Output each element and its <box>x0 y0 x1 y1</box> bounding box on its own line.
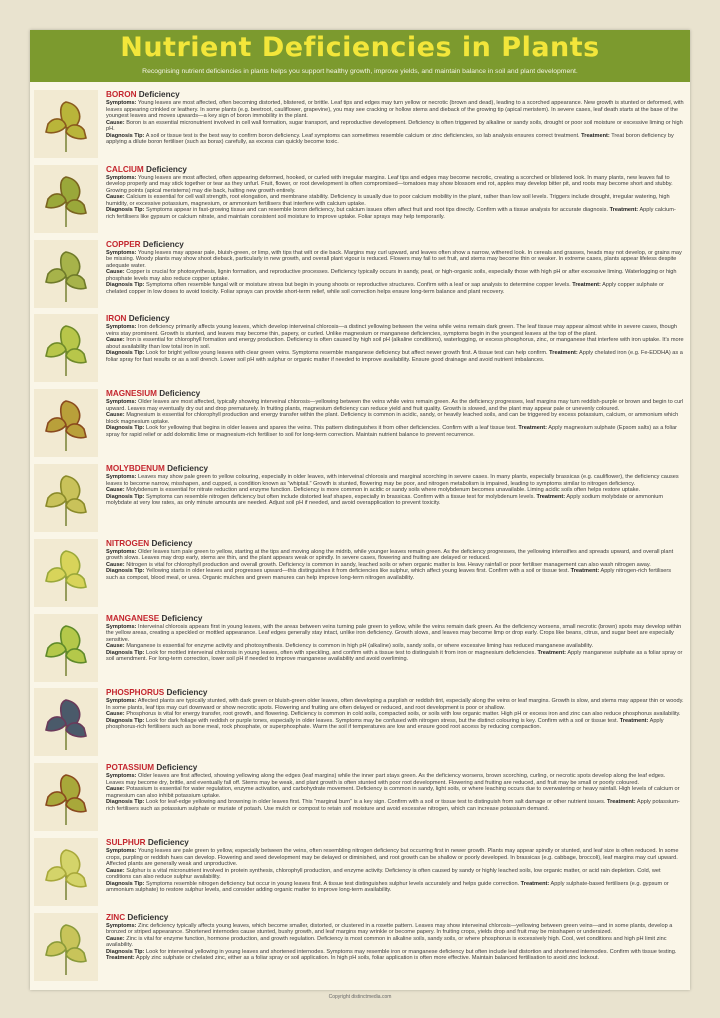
leaf-illustration <box>34 763 98 831</box>
cause-text: Nitrogen is vital for chlorophyll production and overall growth. Deficiency is common in sandy, leached soils or when organic matter is low. Heavy rainfall or poor fertiliser management can also wash nitrogen away. <box>126 561 651 568</box>
section-title <box>106 614 684 624</box>
diagnosis-label: Diagnosis Tip: <box>106 425 145 432</box>
title-banner <box>30 30 690 82</box>
symptoms <box>106 399 684 412</box>
deficiency-text <box>106 763 684 837</box>
section-title <box>106 314 684 324</box>
diagnosis-text: Look for dark foliage with reddish or purple tones, especially in older leaves. Symptoms may be confused with nitrogen stress, but the distinct colouring is key. Confirm with a soil or tissue test. <box>146 717 619 724</box>
symptoms-label: Symptoms: <box>106 399 137 406</box>
diagnosis-label: Diagnosis Tip: <box>106 207 145 214</box>
leaf-icon <box>38 618 94 678</box>
symptoms-text: Affected plants are typically stunted, with dark green or bluish-green older leaves, often developing a purplish or reddish tint, especially along the veins or leaf margins. Growth is slow, and stems may appear thin or woody. In some plants, leaf tips may curl downward or show necrotic spots. Flowering and fruiting are often delayed or reduced, and root development is poor or shallow. <box>106 698 684 711</box>
diagnosis-label: Diagnosis Tip: <box>106 880 145 887</box>
treatment-label: Treatment: <box>549 350 578 357</box>
deficiency-word: Deficiency <box>161 613 203 623</box>
section-title <box>106 389 684 399</box>
cause-text: Magnesium is essential for chlorophyll production and energy transfer within the plant. Deficiency is common in acidic, sandy, or heavily leached soils, and can be triggered by excess potassium, calcium, or ammonium which block magnesium uptake. <box>106 412 679 425</box>
cause-label: Cause: <box>106 561 125 568</box>
leaf-illustration <box>34 314 98 382</box>
diagnosis-treatment <box>106 949 684 962</box>
leaf-illustration <box>34 389 98 457</box>
symptoms-label: Symptoms: <box>106 324 137 331</box>
cause-text: Molybdenum is essential for nitrate reduction and enzyme function. Deficiency is more common in acidic or sandy soils where molybdenum becomes unavailable. Liming acidic soils often helps restore uptake. <box>126 487 641 493</box>
symptoms-label: Symptoms: <box>106 249 137 256</box>
symptoms-text: Young leaves may appear pale, bluish-green, or limp, with tips that wilt or die back. Margins may curl upward, and leaves often show a narrow, withered look. In cereals and grasses, heads may not develop, or grains may be missing. Woody plants may show shoot dieback, particularly in new growth, and overall plant vigour is reduced. Flowers may fail to set fruit, and stems may become thin or weaker. In extreme cases, plants appear lifeless despite adequate water. <box>106 249 682 269</box>
leaf-illustration <box>34 90 98 158</box>
leaf-icon <box>38 318 94 378</box>
diagnosis-treatment <box>106 718 684 731</box>
diagnosis-text: Yellowing starts in older leaves and progresses upward—this distinguishes it from deficiencies like sulphur, which affect young leaves first. Confirm with a soil or tissue test. <box>145 568 570 575</box>
deficiency-text <box>106 389 684 463</box>
leaf-illustration <box>34 165 98 233</box>
treatment-label: Treatment: <box>106 955 135 962</box>
cause-label: Cause: <box>106 487 125 493</box>
diagnosis-treatment <box>106 133 684 146</box>
symptoms <box>106 100 684 120</box>
leaf-illustration <box>34 913 98 981</box>
diagnosis-text: Symptoms often resemble fungal wilt or moisture stress but begin in young shoots or reproductive structures. Confirm with a leaf or sap analysis to determine copper levels. <box>146 282 571 289</box>
symptoms <box>106 923 684 936</box>
symptoms-text: Older leaves turn pale green to yellow, starting at the tips and moving along the midrib, while younger leaves remain green. As the deficiency progresses, the yellowing intensifies and spreads upward, and overall plant growth slows. Leaves may drop early, stems are thin, and the plant appears weak or spindly. In severe cases, flowering and fruiting are delayed or reduced. <box>106 548 674 562</box>
leaf-icon <box>38 842 94 902</box>
cause-text: Sulphur is a vital micronutrient involved in protein synthesis, chlorophyll production, and enzyme activity. Deficiency is often caused by sandy or highly leached soils, low organic matter, or acid rain depletion. Cold, wet conditions can also reduce sulphur availability. <box>106 867 661 880</box>
symptoms-label: Symptoms: <box>106 922 137 929</box>
diagnosis-text: Look for yellowing that begins in older leaves and spares the veins. This pattern distinguishes it from other deficiencies. Confirm with a leaf tissue test. <box>146 425 517 432</box>
treatment-label: Treatment: <box>536 493 566 500</box>
page-title: Nutrient Deficiencies in Plants <box>120 32 600 63</box>
treatment-text: Apply sulphate-based fertilisers (e.g. gypsum or ammonium sulphate) to restore sulphur levels, and consider adding organic matter to improve long-term availability. <box>106 880 669 893</box>
deficiency-text <box>106 90 684 164</box>
deficiency-text <box>106 688 684 762</box>
cause <box>106 194 684 207</box>
cause-label: Cause: <box>106 643 125 650</box>
element-name: MAGNESIUM <box>106 389 157 399</box>
treatment-label: Treatment: <box>518 425 548 432</box>
symptoms <box>106 474 684 487</box>
leaf-icon <box>38 767 94 827</box>
diagnosis-label: Diagnosis Tip: <box>106 649 145 656</box>
treatment-text: Apply zinc sulphate or chelated zinc, either as a foliar spray or soil application. In high pH soils, foliar application is often more effective. Maintain balanced fertilisation to avoid zinc lockout. <box>135 955 600 962</box>
cause <box>106 786 684 799</box>
treatment-text: Apply chelated iron (e.g. Fe-EDDHA) as a foliar spray for fast results or as a soil drench. Lower soil pH with sulphur or organic matter if needed to improve availability. Ensure good drainage and avoid nutrient imbalances. <box>106 350 683 363</box>
cause-label: Cause: <box>106 194 125 201</box>
leaf-icon <box>38 468 94 528</box>
element-name: PHOSPHORUS <box>106 688 165 698</box>
deficiency-text <box>106 165 684 239</box>
element-name: MANGANESE <box>106 613 160 623</box>
symptoms-text: Older leaves are most affected, typically showing interveinal chlorosis—yellowing between the veins while veins remain green. As the deficiency progresses, leaf margins may turn reddish-purple or brown and begin to curl upward. Leaves may eventually dry out and drop prematurely. In fruiting plants, magnesium deficiency can reduce yield and fruit quality. Growth is slowed, and the plant may appear pale or unevenly coloured. <box>106 399 684 412</box>
symptoms <box>106 698 684 711</box>
symptoms-label: Symptoms: <box>106 100 137 106</box>
cause-text: Iron is essential for chlorophyll formation and energy production. Deficiency is often caused by high soil pH (alkaline conditions), waterlogging, or excess phosphorus, zinc, or manganese that interfere with iron uptake. It’s more about availability than low total iron in soil. <box>106 337 684 350</box>
leaf-illustration <box>34 614 98 682</box>
symptoms <box>106 549 684 562</box>
symptoms-text: Older leaves are first affected, showing yellowing along the edges (leaf margins) while the inner part stays green. As the deficiency worsens, brown scorching, curling, or necrotic spots develop along the leaf edges. Leaves may become dry, brittle, and eventually fall off. Stems may be weak, and plant growth is often stunted with poor root development. Flowering and fruiting are reduced, and fruit may be small or poorly coloured. <box>106 773 666 786</box>
deficiency-word: Deficiency <box>142 239 184 249</box>
cause-text: Potassium is essential for water regulation, enzyme activation, and carbohydrate movement. Deficiency is common in sandy, light soils, or where leaching occurs due to overwatering or heavy rainfall. High levels of calcium or magnesium can also inhibit potassium uptake. <box>106 786 680 799</box>
leaf-icon <box>38 393 94 453</box>
symptoms-label: Symptoms: <box>106 548 137 555</box>
element-name: MOLYBDENUM <box>106 464 165 473</box>
diagnosis-treatment <box>106 799 684 812</box>
diagnosis-text: A soil or tissue test is the best way to confirm boron deficiency. Leaf symptoms can sometimes resemble calcium or zinc deficiencies, so lab analysis ensures correct treatment. <box>145 132 580 139</box>
section-title <box>106 913 684 923</box>
symptoms-text: Young leaves are pale green to yellow, especially between the veins, often resembling nitrogen deficiency but occurring first in newer growth. Plants may appear spindly or stunted, and leaf size is often reduced. In some crops, purpling or reddish hues can develop. Flowering and seed development may be delayed or diminished, and root growth can be shallow or poorly developed. In brassicas (e.g. cabbage, broccoli), leaf margins may curl upward. Affected plants are generally weak and unproductive. <box>106 848 679 867</box>
diagnosis-treatment <box>106 881 684 894</box>
element-name: IRON <box>106 314 127 324</box>
page-subtitle: Recognising nutrient deficiencies in plants helps you support healthy growth, improve yields, and maintain balance in soil and plant development. <box>142 68 578 75</box>
symptoms <box>106 773 684 786</box>
diagnosis-treatment <box>106 494 684 507</box>
cause-text: Calcium is essential for cell wall strength, root elongation, and membrane stability. Deficiency is usually due to poor calcium mobility in the plant, rather than low soil levels. Triggers include drought, irregular watering, high humidity, or excessive potassium, magnesium, or ammonium fertilisers that interfere with calcium uptake. <box>106 194 670 207</box>
treatment-text: Apply calcium-rich fertilisers like gypsum or calcium nitrate, and maintain consistent soil moisture to improve uptake. Foliar sprays may help temporarily. <box>106 207 676 220</box>
diagnosis-label: Diagnosis Tip: <box>106 948 145 955</box>
treatment-text: Apply manganese sulphate as a foliar spray or soil amendment. For long-term correction, lower soil pH if needed to improve manganese availability and avoid overliming. <box>106 649 683 663</box>
cause-text: Copper is crucial for photosynthesis, lignin formation, and reproductive processes. Deficiency typically occurs in sandy, peat, or high-organic soils, especially those with high pH or after excessive liming. Waterlogging or high phosphate levels may also reduce copper uptake. <box>106 269 677 282</box>
diagnosis-label: Diagnosis Tip: <box>106 282 145 289</box>
section-title <box>106 838 684 848</box>
diagnosis-text: Look for interveinal yellowing in young leaves and shortened internodes. Symptoms may resemble iron or manganese deficiency but often include leaf distortion and shortened internodes. Confirm with tissue testing. <box>146 948 677 955</box>
copyright-notice: Copyright distinctmedia.com <box>328 994 392 1000</box>
deficiency-word: Deficiency <box>146 164 187 174</box>
diagnosis-text: Look for bright yellow young leaves with clear green veins. Symptoms resemble manganese deficiency but affect newer growth first. A tissue test can help confirm. <box>146 350 548 357</box>
cause-label: Cause: <box>106 711 125 718</box>
section-title <box>106 165 684 175</box>
deficiency-word: Deficiency <box>166 688 208 698</box>
element-name: COPPER <box>106 239 141 249</box>
diagnosis-text: Look for mottled interveinal chlorosis in young leaves, often with speckling, and confirm with a tissue test to distinguish it from iron or magnesium deficiencies. <box>146 649 536 656</box>
deficiency-word: Deficiency <box>159 389 201 399</box>
cause-label: Cause: <box>106 867 125 874</box>
diagnosis-text: Symptoms appear in fast-growing tissue and can resemble boron deficiency, but calcium issues often affect fruit and root tips directly. Confirm with a tissue analysis for accurate diagnosis. <box>146 207 609 214</box>
symptoms-text: Leaves may show pale green to yellow colouring, especially in older leaves, with interveinal chlorosis and marginal scorching in severe cases. In many plants, especially brassicas (e.g. cauliflower), the deficiency causes leaves to become narrow, misshapen, and cupped, a condition known as “whiptail.” Growth is stunted, flowering may be poor, and nitrogen metabolism is impaired, leading to symptoms similar to nitrogen deficiency. <box>106 474 679 487</box>
symptoms-text: Zinc deficiency typically affects young leaves, which become smaller, distorted, or clustered in a rosette pattern. Leaves may show interveinal chlorosis—yellowing between green veins—and in some plants, develop a bronzed or striped appearance. Shortened internodes cause stunted, bushy growth, and leaf margins may wrinkle or become papery. In fruiting crops, yields drop and fruit may be misshapen or undersized. <box>106 922 673 936</box>
treatment-label: Treatment: <box>570 568 600 575</box>
deficiency-text <box>106 464 684 538</box>
section-title <box>106 539 684 549</box>
treatment-text: Apply sodium molybdate or ammonium molybdate at very low rates, as only minute amounts are needed. Adjust soil pH if needed, and avoid overapplication to prevent toxicity. <box>106 493 664 506</box>
diagnosis-treatment <box>106 425 684 438</box>
deficiency-word: Deficiency <box>151 538 193 548</box>
diagnosis-treatment <box>106 282 684 295</box>
diagnosis-treatment <box>106 568 684 581</box>
section-title <box>106 688 684 698</box>
diagnosis-label: Diagnosis Tip: <box>106 350 145 357</box>
leaf-illustration <box>34 688 98 756</box>
cause-text: Manganese is essential for enzyme activity and photosynthesis. Deficiency is common in high pH (alkaline) soils, sandy soils, or where excessive liming has reduced manganese availability. <box>126 643 594 650</box>
treatment-label: Treatment: <box>619 717 649 724</box>
diagnosis-text: Symptoms resemble nitrogen deficiency but occur in young leaves first. A tissue test distinguishes sulphur levels accurately and helps guide correction. <box>146 880 520 887</box>
cause <box>106 120 684 133</box>
treatment-label: Treatment: <box>520 880 550 887</box>
element-name: SULPHUR <box>106 838 146 847</box>
treatment-label: Treatment: <box>537 649 567 656</box>
cause-label: Cause: <box>106 269 125 276</box>
treatment-label: Treatment: <box>609 207 639 214</box>
leaf-illustration <box>34 838 98 906</box>
cause-text: Zinc is vital for enzyme function, hormone production, and growth regulation. Deficiency is most common in alkaline soils, sandy soils, or where phosphorus is excessively high. Cool, wet conditions and high pH limit zinc availability. <box>106 935 667 949</box>
leaf-icon <box>38 692 94 752</box>
symptoms <box>106 250 684 270</box>
treatment-label: Treatment: <box>572 282 601 289</box>
symptoms-label: Symptoms: <box>106 848 137 854</box>
treatment-text: Apply nitrogen-rich fertilisers such as compost, blood meal, or urea. Organic mulches and green manures can help improve long-term nitrogen availability. <box>106 568 672 581</box>
cause <box>106 269 684 282</box>
deficiency-word: Deficiency <box>128 314 170 324</box>
symptoms-label: Symptoms: <box>106 773 137 780</box>
cause-label: Cause: <box>106 119 125 126</box>
section-title <box>106 763 684 773</box>
deficiency-text <box>106 913 684 987</box>
diagnosis-label: Diagnosis Tip: <box>106 568 145 575</box>
diagnosis-label: Diagnosis Tip: <box>106 799 145 806</box>
cause-label: Cause: <box>106 337 125 344</box>
diagnosis-text: Symptoms can resemble nitrogen deficiency but often include distorted leaf shapes, especially in brassicas. Confirm with a tissue test for molybdenum levels. <box>146 493 535 500</box>
leaf-icon <box>38 169 94 229</box>
section-title <box>106 464 684 474</box>
cause <box>106 936 684 949</box>
symptoms <box>106 175 684 195</box>
deficiency-word: Deficiency <box>156 763 198 773</box>
cause-text: Phosphorus is vital for energy transfer, root growth, and flowering. Deficiency is common in cold soils, compacted soils, or soils with low organic matter. High pH or excess iron and zinc can also reduce phosphorus availability. <box>126 711 681 718</box>
treatment-label: Treatment: <box>607 799 636 806</box>
deficiency-text <box>106 614 684 688</box>
symptoms-label: Symptoms: <box>106 698 137 705</box>
element-name: BORON <box>106 90 137 99</box>
treatment-label: Treatment: <box>581 132 610 139</box>
treatment-text: Apply potassium-rich fertilisers such as potassium sulphate or muriate of potash. Use mulch or compost to retain soil moisture and avoid excessive nitrogen, which can increase potassium demand. <box>106 799 680 812</box>
deficiency-text <box>106 838 684 912</box>
symptoms-text: Interveinal chlorosis appears first in young leaves, with the areas between veins turning pale green to yellow, while the veins remain dark green. As the deficiency worsens, small necrotic (brown) spots may develop within the yellow areas, creating a speckled or mottled appearance. Leaf edges generally stay intact, unlike iron deficiency. Growth slows, and leaves may become limp or drop early. Crops like beans, citrus, and sugar beet are especially sensitive. <box>106 623 682 643</box>
cause-label: Cause: <box>106 412 125 419</box>
symptoms <box>106 848 684 868</box>
element-name: ZINC <box>106 912 126 922</box>
section-title <box>106 240 684 250</box>
leaf-icon <box>38 244 94 304</box>
treatment-text: Apply phosphorus-rich fertilisers such as bone meal, rock phosphate, or superphosphate. Warm the soil if temperatures are low and ensure good root access by reducing compaction. <box>106 717 664 731</box>
symptoms <box>106 324 684 337</box>
treatment-text: Apply copper sulphate or chelated copper in low doses to avoid toxicity. Foliar sprays can provide short-term relief, while soil correction helps ensure long-term balance and plant recovery. <box>106 282 665 295</box>
deficiency-word: Deficiency <box>167 464 209 473</box>
cause-label: Cause: <box>106 786 125 793</box>
symptoms <box>106 624 684 644</box>
section-title <box>106 90 684 100</box>
symptoms-text: Young leaves are most affected, often appearing deformed, hooked, or curled with irregular margins. Leaf tips and edges may become necrotic, creating a scorched or blistered look. In many plants, new leaves fail to develop properly and may stick together or tear as they unfurl. Fruit, flower, or root development is often compromised—tomatoes may show blossom end rot, apples may develop bitter pit, and roots may become short and stubby. Growing points (apical meristems) may die back, halting new growth entirely. <box>106 174 673 194</box>
deficiency-word: Deficiency <box>127 912 169 922</box>
symptoms-label: Symptoms: <box>106 623 137 630</box>
diagnosis-label: Diagnosis Tip: <box>106 493 145 500</box>
cause-text: Boron is an essential micronutrient involved in cell wall formation, sugar transport, and reproductive development. Deficiency is often triggered by alkaline or sandy soils, drought or poor soil moisture or excessive liming or high pH. <box>106 119 683 132</box>
element-name: NITROGEN <box>106 538 150 548</box>
leaf-illustration <box>34 240 98 308</box>
diagnosis-treatment <box>106 650 684 663</box>
treatment-text: Treat boron deficiency by applying a dilute boron fertiliser (such as borax) carefully, as excess can quickly become toxic. <box>106 132 674 145</box>
diagnosis-treatment <box>106 207 684 220</box>
deficiency-word: Deficiency <box>147 838 189 847</box>
cause <box>106 412 684 425</box>
leaf-illustration <box>34 464 98 532</box>
diagnosis-label: Diagnosis Tip: <box>106 717 145 724</box>
deficiency-text <box>106 314 684 388</box>
symptoms-text: Young leaves are most affected, often becoming distorted, blistered, or brittle. Leaf tips and edges may turn yellow or necrotic (brown and dead), leading to a scorched appearance. New growth is stunted or deformed, with leaves appearing crinkled or leathery. In some plants (e.g. beetroot, cauliflower, grapevine), you may see cracking or hollow stems and dieback of the growing tip (apical meristem). In severe cases, leaf death starts at the base of the youngest leaves and moves upwards—a key sign of boron immobility in the plant. <box>106 100 684 119</box>
diagnosis-treatment <box>106 350 684 363</box>
element-name: CALCIUM <box>106 164 144 174</box>
cause <box>106 337 684 350</box>
treatment-text: Apply magnesium sulphate (Epsom salts) as a foliar spray for rapid relief or add dolomitic lime or magnesium-rich fertiliser to soil for long-term correction. Maintain nutrient balance to prevent recurrence. <box>106 425 677 438</box>
deficiency-text <box>106 240 684 314</box>
element-name: POTASSIUM <box>106 763 155 773</box>
symptoms-label: Symptoms: <box>106 174 137 181</box>
leaf-icon <box>38 917 94 977</box>
leaf-icon <box>38 543 94 603</box>
deficiency-word: Deficiency <box>138 90 180 99</box>
leaf-icon <box>38 94 94 154</box>
diagnosis-text: Look for leaf-edge yellowing and browning in older leaves first. This “marginal burn” is a key sign. Confirm with a soil or tissue test to distinguish from salt damage or other nutrient issues. <box>146 799 606 806</box>
symptoms-text: Iron deficiency primarily affects young leaves, which develop interveinal chlorosis—a distinct yellowing between the veins while veins remain dark green. The leaf tissue may appear almost white in severe cases, though veins stay prominent. Growth is stunted, and leaves may become thin, papery, or curled. Unlike magnesium or manganese deficiencies, symptoms begin in the youngest leaves at the top of the plant. <box>106 324 677 337</box>
symptoms-label: Symptoms: <box>106 474 137 480</box>
deficiency-text <box>106 539 684 613</box>
cause-label: Cause: <box>106 935 125 942</box>
leaf-illustration <box>34 539 98 607</box>
poster <box>30 30 690 1000</box>
diagnosis-label: Diagnosis Tip: <box>106 132 145 139</box>
cause <box>106 868 684 881</box>
